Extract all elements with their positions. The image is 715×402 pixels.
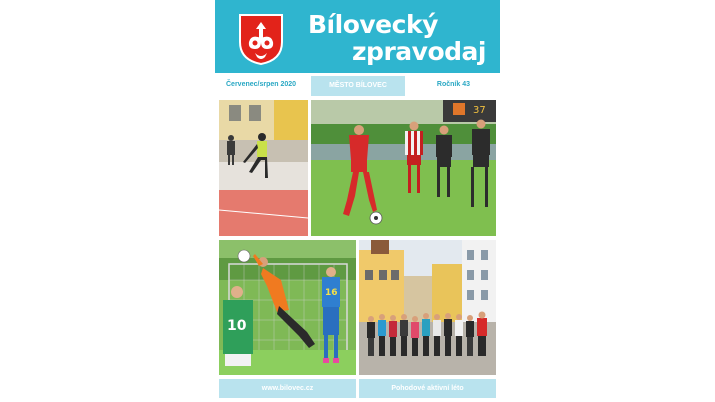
magazine-cover <box>215 0 500 402</box>
masthead <box>215 0 500 73</box>
publisher-badge: MĚSTO BÍLOVEC <box>311 76 405 96</box>
issue-info-row <box>215 74 500 98</box>
kids-football-goalkeeper-photo <box>219 240 356 375</box>
website-link[interactable]: www.bilovec.cz <box>219 379 356 398</box>
town-square-group-photo <box>359 240 496 375</box>
svg-text:16: 16 <box>325 288 338 298</box>
cover-tagline: Pohodové aktivní léto <box>359 379 496 398</box>
futsal-players-photo <box>219 100 308 236</box>
magazine-title-line2: zpravodaj <box>352 37 486 66</box>
scoreboard-digits: 37 <box>473 105 486 116</box>
city-crest-icon <box>237 12 285 66</box>
magazine-title-line1: Bílovecký <box>308 10 438 39</box>
football-match-photo <box>311 100 496 236</box>
svg-text:10: 10 <box>227 318 247 334</box>
volume-number: Ročník 43 <box>436 81 470 88</box>
issue-date: Červenec/srpen 2020 <box>226 81 297 88</box>
